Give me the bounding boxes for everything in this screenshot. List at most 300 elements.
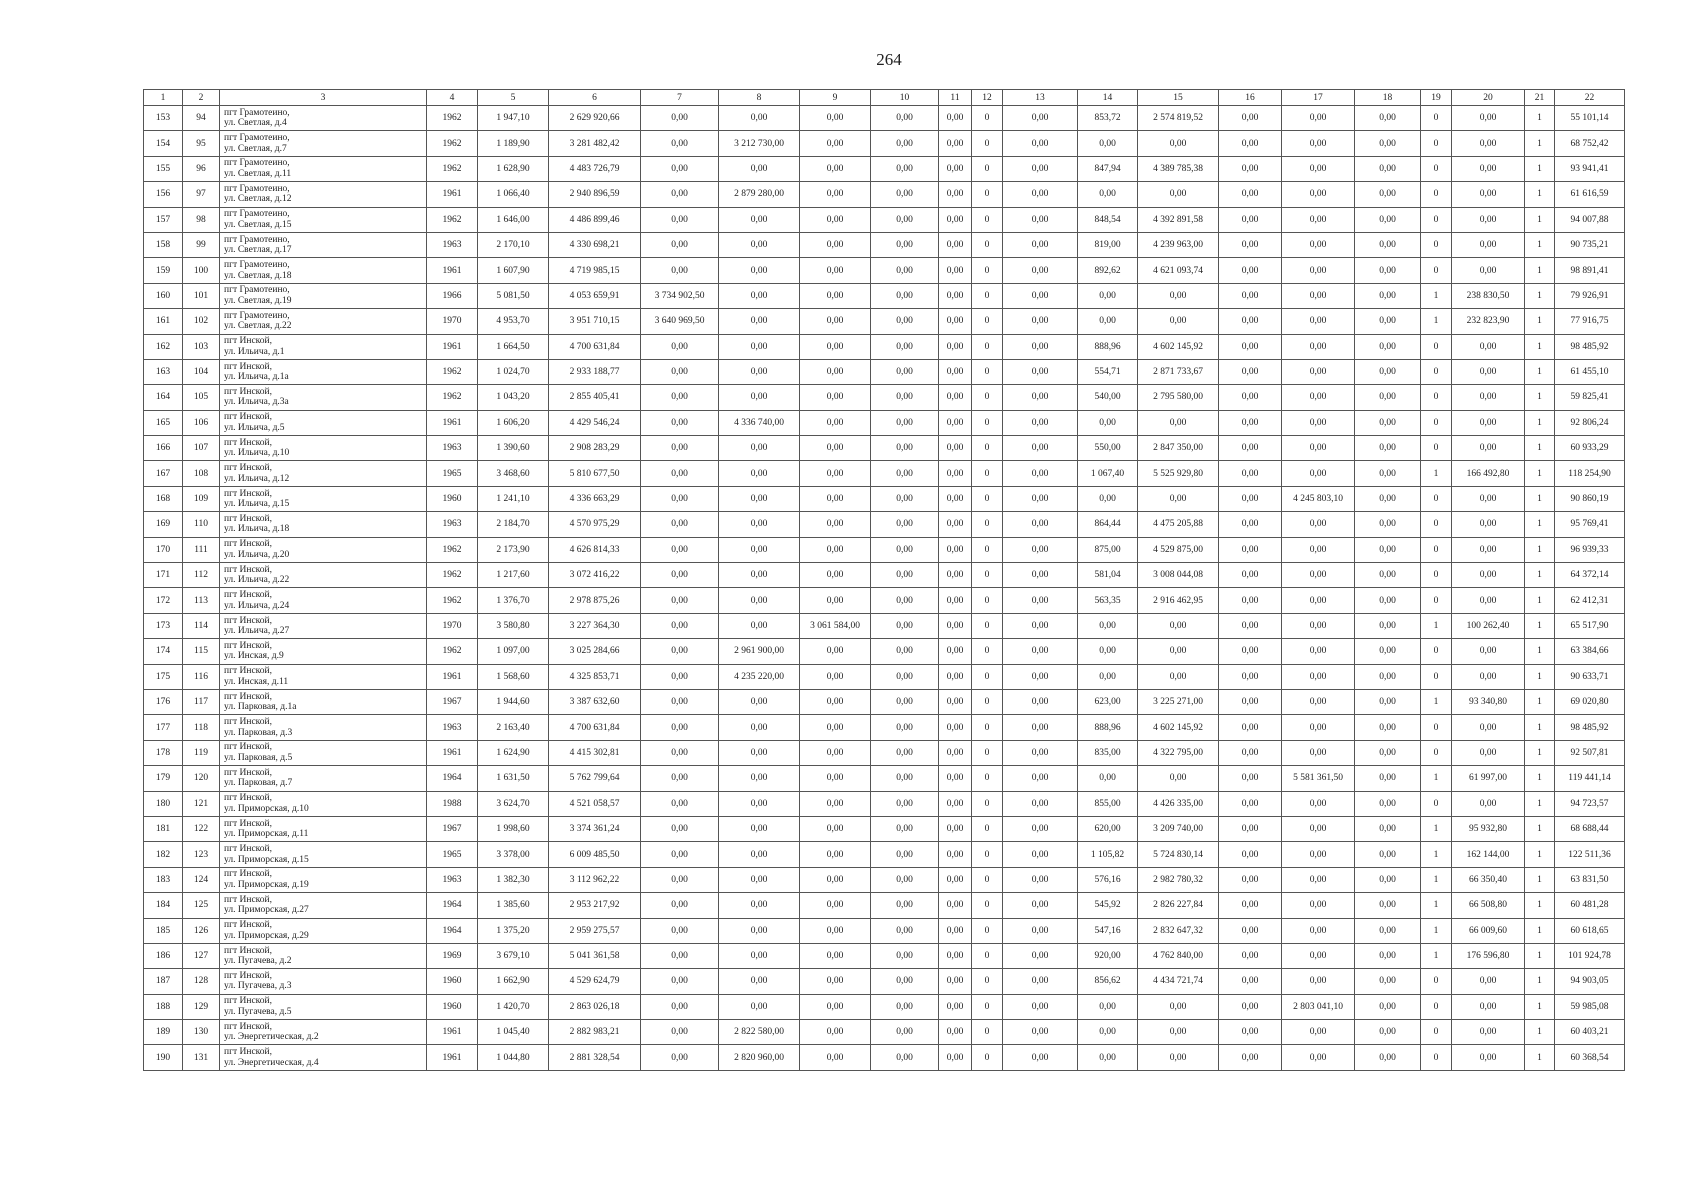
table-cell: 0,00: [1219, 943, 1282, 968]
address-line: ул. Ильича, д.22: [224, 575, 290, 586]
address-line: пгт Инской,: [224, 437, 273, 448]
table-cell: 0,00: [1282, 283, 1355, 308]
table-cell: 0: [1421, 156, 1452, 181]
table-cell: 0: [972, 461, 1003, 486]
table-cell: 0,00: [800, 334, 871, 359]
column-header: 17: [1282, 90, 1355, 106]
table-cell: 121: [183, 791, 220, 816]
table-cell: 0,00: [939, 816, 972, 841]
table-cell: 0: [972, 918, 1003, 943]
table-cell: 0,00: [871, 512, 939, 537]
table-cell: 3 640 969,50: [641, 309, 719, 334]
table-cell: 0,00: [1355, 283, 1421, 308]
table-cell: 0,00: [719, 740, 800, 765]
table-cell: 188: [144, 994, 183, 1019]
table-cell: 179: [144, 766, 183, 791]
table-cell: 161: [144, 309, 183, 334]
table-cell: 0,00: [1138, 182, 1219, 207]
column-header: 7: [641, 90, 719, 106]
table-cell: 94 723,57: [1555, 791, 1625, 816]
table-cell: 0,00: [1003, 918, 1078, 943]
column-header: 10: [871, 90, 939, 106]
table-cell: 175: [144, 664, 183, 689]
table-cell: 1961: [427, 1045, 478, 1070]
table-cell: 93 941,41: [1555, 156, 1625, 181]
table-cell: 0,00: [800, 436, 871, 461]
table-cell: 0: [1421, 232, 1452, 257]
table-cell: 0,00: [800, 461, 871, 486]
table-cell: 1: [1525, 207, 1555, 232]
table-cell: 155: [144, 156, 183, 181]
table-cell: 59 825,41: [1555, 385, 1625, 410]
table-cell: 1: [1525, 461, 1555, 486]
address-line: ул. Парковая, д.3: [224, 727, 293, 738]
table-cell: 68 688,44: [1555, 816, 1625, 841]
table-cell: 0,00: [719, 867, 800, 892]
table-cell: 2 822 580,00: [719, 1020, 800, 1045]
address-line: пгт Грамотеино,: [224, 234, 290, 245]
table-cell: 0,00: [1355, 1020, 1421, 1045]
table-cell: 0,00: [1355, 182, 1421, 207]
address-line: пгт Инской,: [224, 767, 273, 778]
address-cell: [220, 791, 427, 816]
table-cell: 129: [183, 994, 220, 1019]
table-cell: 0,00: [871, 486, 939, 511]
table-cell: 1 066,40: [478, 182, 549, 207]
table-cell: 1965: [427, 842, 478, 867]
table-cell: 0,00: [1355, 385, 1421, 410]
table-cell: 0,00: [641, 969, 719, 994]
table-cell: 0,00: [719, 486, 800, 511]
address-line: ул. Ильича, д.1: [224, 346, 285, 357]
table-cell: 98 485,92: [1555, 334, 1625, 359]
table-cell: 171: [144, 563, 183, 588]
table-cell: 0,00: [641, 258, 719, 283]
table-cell: 232 823,90: [1452, 309, 1525, 334]
table-cell: 550,00: [1078, 436, 1138, 461]
table-cell: 0,00: [1219, 385, 1282, 410]
table-cell: 1960: [427, 969, 478, 994]
table-cell: 1966: [427, 283, 478, 308]
table-cell: 0,00: [719, 207, 800, 232]
table-cell: 0,00: [1282, 359, 1355, 384]
table-cell: 1961: [427, 334, 478, 359]
address-line: пгт Грамотеино,: [224, 133, 290, 144]
table-cell: 0,00: [1282, 613, 1355, 638]
table-cell: 0: [972, 715, 1003, 740]
table-cell: 0: [972, 613, 1003, 638]
table-cell: 0,00: [1355, 613, 1421, 638]
table-cell: 0,00: [1355, 436, 1421, 461]
table-cell: 0,00: [939, 994, 972, 1019]
table-cell: 0,00: [1452, 232, 1525, 257]
table-cell: 2 959 275,57: [549, 918, 641, 943]
table-cell: 5 810 677,50: [549, 461, 641, 486]
table-cell: 1969: [427, 943, 478, 968]
table-cell: 1963: [427, 512, 478, 537]
table-cell: 0,00: [1355, 410, 1421, 435]
address-cell: [220, 715, 427, 740]
address-line: пгт Инской,: [224, 590, 273, 601]
table-cell: 2 961 900,00: [719, 639, 800, 664]
table-cell: 0,00: [1355, 232, 1421, 257]
table-cell: 1962: [427, 106, 478, 131]
table-cell: 1964: [427, 766, 478, 791]
table-row: [144, 588, 1625, 613]
table-cell: 1: [1525, 283, 1555, 308]
table-cell: 108: [183, 461, 220, 486]
table-cell: 0,00: [641, 461, 719, 486]
table-cell: 2 881 328,54: [549, 1045, 641, 1070]
table-cell: 0,00: [800, 664, 871, 689]
table-cell: 0,00: [1452, 715, 1525, 740]
table-cell: 128: [183, 969, 220, 994]
table-cell: 1: [1525, 689, 1555, 714]
table-cell: 2 982 780,32: [1138, 867, 1219, 892]
table-cell: 856,62: [1078, 969, 1138, 994]
address-cell: [220, 943, 427, 968]
table-cell: 0,00: [641, 740, 719, 765]
address-cell: [220, 131, 427, 156]
table-cell: 0,00: [1452, 131, 1525, 156]
address-line: пгт Инской,: [224, 564, 273, 575]
table-cell: 1: [1421, 309, 1452, 334]
table-cell: 123: [183, 842, 220, 867]
table-cell: 5 724 830,14: [1138, 842, 1219, 867]
table-cell: 102: [183, 309, 220, 334]
table-cell: 62 412,31: [1555, 588, 1625, 613]
table-cell: 3 468,60: [478, 461, 549, 486]
table-cell: 0,00: [1219, 106, 1282, 131]
address-cell: [220, 334, 427, 359]
table-cell: 1: [1525, 816, 1555, 841]
table-cell: 0,00: [1078, 1020, 1138, 1045]
table-cell: 0,00: [1282, 867, 1355, 892]
table-cell: 2 173,90: [478, 537, 549, 562]
table-cell: 0,00: [939, 1020, 972, 1045]
table-cell: 0: [1421, 664, 1452, 689]
table-cell: 112: [183, 563, 220, 588]
table-cell: 1: [1525, 918, 1555, 943]
table-cell: 100: [183, 258, 220, 283]
table-cell: 178: [144, 740, 183, 765]
table-cell: 0,00: [1219, 436, 1282, 461]
table-cell: 92 806,24: [1555, 410, 1625, 435]
address-line: ул. Парковая, д.7: [224, 778, 293, 789]
table-cell: 0: [1421, 410, 1452, 435]
table-cell: 0,00: [939, 131, 972, 156]
table-cell: 0,00: [939, 410, 972, 435]
table-cell: 1 944,60: [478, 689, 549, 714]
table-row: [144, 842, 1625, 867]
table-cell: 1964: [427, 918, 478, 943]
table-cell: 855,00: [1078, 791, 1138, 816]
address-line: ул. Энергетическая, д.4: [224, 1057, 319, 1068]
table-cell: 0,00: [1282, 842, 1355, 867]
table-row: [144, 207, 1625, 232]
table-cell: 162 144,00: [1452, 842, 1525, 867]
address-line: пгт Инской,: [224, 412, 273, 423]
table-cell: 2 855 405,41: [549, 385, 641, 410]
table-cell: 0,00: [800, 842, 871, 867]
table-cell: 3 025 284,66: [549, 639, 641, 664]
table-cell: 1 382,30: [478, 867, 549, 892]
table-cell: 0,00: [939, 867, 972, 892]
table-cell: 0,00: [641, 232, 719, 257]
table-cell: 0,00: [1219, 283, 1282, 308]
table-cell: 4 330 698,21: [549, 232, 641, 257]
table-cell: 0: [972, 791, 1003, 816]
table-cell: 0,00: [1003, 766, 1078, 791]
address-line: ул. Ильича, д.18: [224, 524, 290, 535]
table-cell: 0,00: [1282, 207, 1355, 232]
table-cell: 95 932,80: [1452, 816, 1525, 841]
table-cell: 0,00: [1003, 258, 1078, 283]
table-row: [144, 334, 1625, 359]
table-cell: 0,00: [1219, 131, 1282, 156]
table-cell: 0,00: [800, 893, 871, 918]
table-cell: 1 217,60: [478, 563, 549, 588]
table-cell: 1962: [427, 131, 478, 156]
address-line: ул. Пугачева, д.5: [224, 1006, 292, 1017]
table-cell: 853,72: [1078, 106, 1138, 131]
table-cell: 0: [972, 689, 1003, 714]
table-cell: 0,00: [939, 385, 972, 410]
table-cell: 0,00: [1355, 309, 1421, 334]
table-cell: 0,00: [1219, 816, 1282, 841]
table-row: [144, 969, 1625, 994]
table-cell: 0,00: [871, 232, 939, 257]
table-cell: 0,00: [800, 791, 871, 816]
table-cell: 2 847 350,00: [1138, 436, 1219, 461]
table-cell: 1 375,20: [478, 918, 549, 943]
table-cell: 0: [972, 943, 1003, 968]
address-cell: [220, 639, 427, 664]
table-cell: 1: [1525, 639, 1555, 664]
table-cell: 0,00: [939, 791, 972, 816]
table-cell: 0,00: [719, 156, 800, 181]
table-row: [144, 359, 1625, 384]
table-cell: 66 508,80: [1452, 893, 1525, 918]
table-cell: 0,00: [800, 309, 871, 334]
address-line: ул. Приморская, д.27: [224, 905, 309, 916]
address-cell: [220, 842, 427, 867]
address-line: пгт Инской,: [224, 717, 273, 728]
table-cell: 1: [1525, 943, 1555, 968]
address-line: ул. Приморская, д.15: [224, 854, 309, 865]
table-cell: 0,00: [1452, 1045, 1525, 1070]
table-cell: 0: [972, 309, 1003, 334]
table-cell: 0,00: [641, 1045, 719, 1070]
table-cell: 0,00: [1003, 537, 1078, 562]
table-cell: 875,00: [1078, 537, 1138, 562]
table-cell: 0,00: [1452, 156, 1525, 181]
table-cell: 4 392 891,58: [1138, 207, 1219, 232]
table-cell: 0,00: [1003, 436, 1078, 461]
table-cell: 0,00: [1355, 156, 1421, 181]
address-cell: [220, 918, 427, 943]
table-cell: 0,00: [800, 994, 871, 1019]
address-cell: [220, 410, 427, 435]
table-cell: 1: [1525, 766, 1555, 791]
address-line: ул. Энергетическая, д.2: [224, 1032, 319, 1043]
table-cell: 1: [1525, 232, 1555, 257]
table-cell: 0: [972, 639, 1003, 664]
table-cell: 2 953 217,92: [549, 893, 641, 918]
address-line: пгт Инской,: [224, 1021, 273, 1032]
table-row: [144, 385, 1625, 410]
table-cell: 0,00: [719, 842, 800, 867]
table-cell: 0,00: [800, 689, 871, 714]
table-cell: 5 581 361,50: [1282, 766, 1355, 791]
table-cell: 130: [183, 1020, 220, 1045]
table-cell: 60 933,29: [1555, 436, 1625, 461]
table-cell: 0,00: [1138, 410, 1219, 435]
address-line: пгт Инской,: [224, 640, 273, 651]
table-cell: 0,00: [1282, 385, 1355, 410]
table-cell: 173: [144, 613, 183, 638]
table-cell: 1961: [427, 258, 478, 283]
table-cell: 0: [972, 131, 1003, 156]
column-header: 11: [939, 90, 972, 106]
table-cell: 0,00: [719, 334, 800, 359]
table-cell: 122 511,36: [1555, 842, 1625, 867]
table-cell: 0,00: [641, 563, 719, 588]
table-row: [144, 410, 1625, 435]
address-cell: [220, 156, 427, 181]
table-cell: 77 916,75: [1555, 309, 1625, 334]
table-cell: 0,00: [800, 766, 871, 791]
table-cell: 0: [1421, 512, 1452, 537]
table-cell: 0: [972, 385, 1003, 410]
table-cell: 1: [1421, 461, 1452, 486]
table-cell: 94: [183, 106, 220, 131]
table-cell: 0,00: [1003, 740, 1078, 765]
table-row: [144, 283, 1625, 308]
table-cell: 0,00: [1078, 639, 1138, 664]
table-cell: 0,00: [719, 994, 800, 1019]
table-cell: 0: [972, 436, 1003, 461]
table-cell: 0,00: [1219, 918, 1282, 943]
address-line: пгт Инской,: [224, 793, 273, 804]
address-line: ул. Ильича, д.24: [224, 600, 290, 611]
address-line: ул. Ильича, д.10: [224, 448, 290, 459]
table-cell: 0,00: [1282, 893, 1355, 918]
table-row: [144, 131, 1625, 156]
table-cell: 0,00: [641, 156, 719, 181]
table-cell: 0: [1421, 258, 1452, 283]
table-cell: 0,00: [1219, 537, 1282, 562]
table-cell: 125: [183, 893, 220, 918]
table-cell: 0,00: [1219, 156, 1282, 181]
table-cell: 0,00: [871, 639, 939, 664]
table-cell: 0,00: [871, 664, 939, 689]
table-cell: 0,00: [719, 918, 800, 943]
table-cell: 1: [1525, 740, 1555, 765]
table-cell: 0,00: [871, 867, 939, 892]
table-cell: 0,00: [1282, 512, 1355, 537]
table-body: [144, 90, 1625, 1071]
table-cell: 563,35: [1078, 588, 1138, 613]
table-cell: 0,00: [719, 309, 800, 334]
table-cell: 0,00: [1003, 588, 1078, 613]
table-cell: 0,00: [1219, 461, 1282, 486]
table-cell: 63 831,50: [1555, 867, 1625, 892]
table-cell: 1 044,80: [478, 1045, 549, 1070]
table-cell: 0,00: [719, 613, 800, 638]
table-cell: 90 860,19: [1555, 486, 1625, 511]
table-cell: 0: [972, 664, 1003, 689]
table-cell: 0,00: [1452, 207, 1525, 232]
table-cell: 0,00: [1003, 842, 1078, 867]
address-cell: [220, 232, 427, 257]
table-cell: 2 820 960,00: [719, 1045, 800, 1070]
table-cell: 119: [183, 740, 220, 765]
table-cell: 92 507,81: [1555, 740, 1625, 765]
table-cell: 5 762 799,64: [549, 766, 641, 791]
address-line: пгт Инской,: [224, 869, 273, 880]
table-cell: 113: [183, 588, 220, 613]
table-cell: 1962: [427, 385, 478, 410]
address-cell: [220, 436, 427, 461]
table-cell: 0,00: [1282, 1020, 1355, 1045]
table-cell: 0: [972, 359, 1003, 384]
table-cell: 0,00: [641, 359, 719, 384]
table-cell: 0,00: [871, 537, 939, 562]
address-line: пгт Инской,: [224, 818, 273, 829]
table-cell: 103: [183, 334, 220, 359]
table-cell: 0,00: [1282, 740, 1355, 765]
table-cell: 0,00: [641, 588, 719, 613]
table-cell: 1: [1525, 309, 1555, 334]
table-cell: 0,00: [871, 156, 939, 181]
table-cell: 238 830,50: [1452, 283, 1525, 308]
header-row: [144, 90, 1625, 106]
address-cell: [220, 1020, 427, 1045]
address-cell: [220, 283, 427, 308]
table-cell: 3 061 584,00: [800, 613, 871, 638]
address-line: пгт Инской,: [224, 488, 273, 499]
table-cell: 0,00: [641, 613, 719, 638]
table-cell: 95: [183, 131, 220, 156]
table-cell: 0,00: [1078, 664, 1138, 689]
table-cell: 1: [1525, 715, 1555, 740]
table-cell: 3 580,80: [478, 613, 549, 638]
table-cell: 69 020,80: [1555, 689, 1625, 714]
address-line: ул. Ильича, д.3а: [224, 397, 289, 408]
table-cell: 0: [972, 563, 1003, 588]
address-cell: [220, 867, 427, 892]
table-cell: 0,00: [1078, 766, 1138, 791]
table-cell: 0,00: [1355, 588, 1421, 613]
table-cell: 168: [144, 486, 183, 511]
table-cell: 0,00: [1003, 207, 1078, 232]
table-cell: 0,00: [1282, 258, 1355, 283]
table-cell: 0: [972, 182, 1003, 207]
address-cell: [220, 359, 427, 384]
table-cell: 1962: [427, 359, 478, 384]
table-cell: 165: [144, 410, 183, 435]
address-line: ул. Пугачева, д.3: [224, 981, 292, 992]
table-cell: 79 926,91: [1555, 283, 1625, 308]
table-cell: 0,00: [1355, 943, 1421, 968]
table-cell: 100 262,40: [1452, 613, 1525, 638]
table-cell: 0,00: [641, 182, 719, 207]
table-row: [144, 106, 1625, 131]
table-cell: 4 529 624,79: [549, 969, 641, 994]
table-cell: 0,00: [871, 385, 939, 410]
table-cell: 1963: [427, 232, 478, 257]
